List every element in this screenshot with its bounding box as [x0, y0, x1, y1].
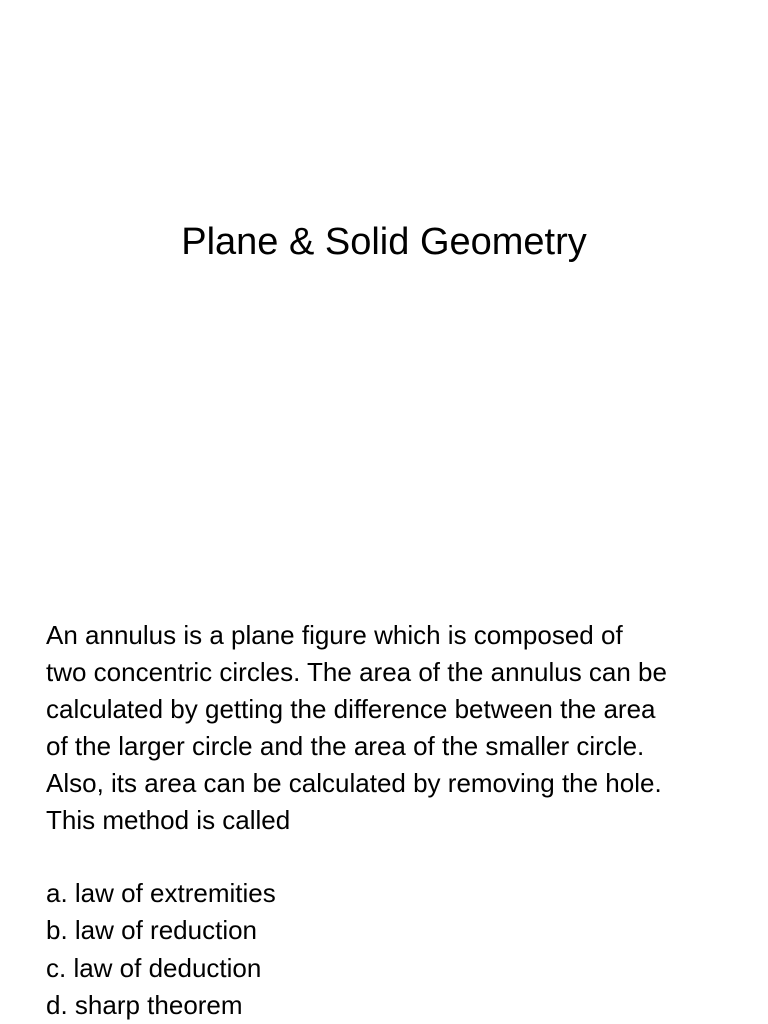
question-line: An annulus is a plane figure which is composed of — [46, 620, 623, 650]
question-line: of the larger circle and the area of the smaller circle. — [46, 731, 645, 761]
question-text — [46, 617, 746, 839]
option-c: c. law of deduction — [46, 952, 262, 983]
option-b: b. law of reduction — [46, 915, 258, 946]
question-line: Also, its area can be calculated by removing the hole. — [46, 768, 662, 798]
option-d: d. sharp theorem — [46, 989, 243, 1020]
option-a: a. law of extremities — [46, 878, 276, 908]
question-line: two concentric circles. The area of the annulus can be — [46, 657, 667, 687]
slide-title: Plane & Solid Geometry — [181, 221, 587, 263]
question-line: calculated by getting the difference between the area — [46, 694, 656, 724]
question-line: This method is called — [46, 805, 291, 835]
answer-options — [46, 875, 746, 1024]
